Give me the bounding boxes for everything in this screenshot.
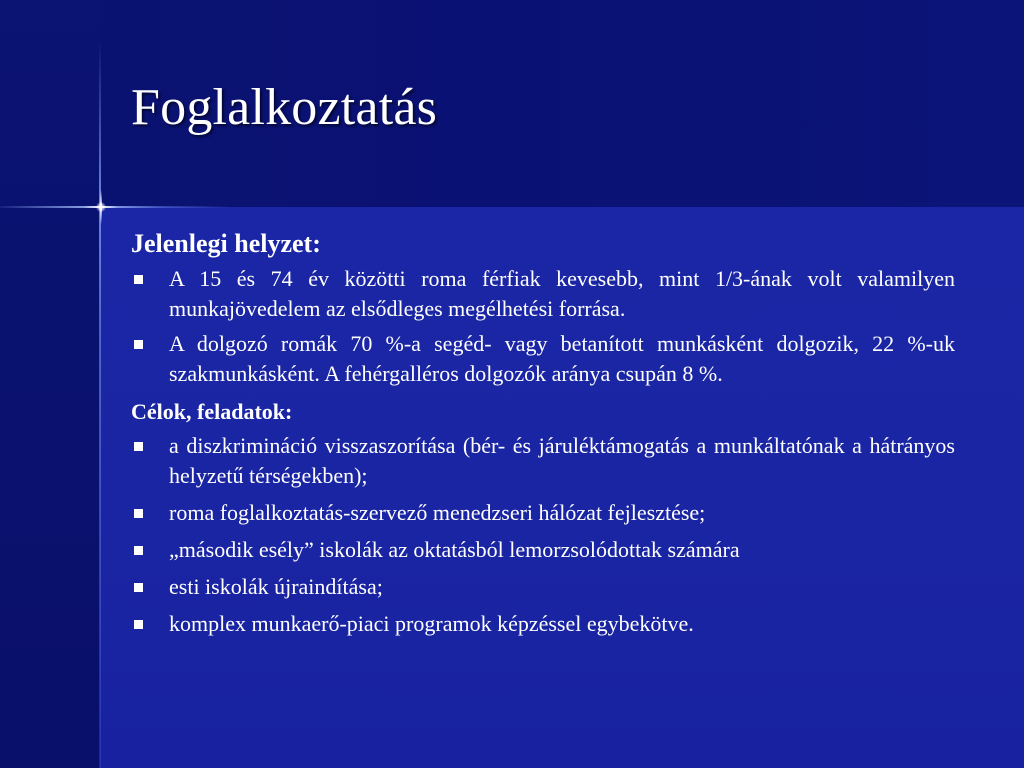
list-item-text: „második esély” iskolák az oktatásból lemorzsolódottak számára: [169, 537, 740, 562]
list-item: [131, 609, 955, 639]
section-heading-current-situation: Jelenlegi helyzet:: [131, 229, 321, 258]
list-item: [131, 329, 955, 389]
list-item-text: komplex munkaerő-piaci programok képzéssel egybekötve.: [169, 611, 694, 636]
section-heading-goals: Célok, feladatok:: [131, 399, 293, 424]
list-item: [131, 498, 955, 528]
bullet-list-goals: [131, 431, 955, 639]
list-item: [131, 431, 955, 491]
list-item: [131, 535, 955, 565]
list-item: [131, 264, 955, 324]
square-bullet-icon: [134, 583, 143, 592]
square-bullet-icon: [134, 442, 143, 451]
list-item: [131, 572, 955, 602]
slide-body: [131, 226, 955, 646]
bullet-list-current-situation: [131, 264, 955, 389]
square-bullet-icon: [134, 546, 143, 555]
list-item-text: roma foglalkoztatás-szervező menedzseri hálózat fejlesztése;: [169, 500, 706, 525]
list-item-text: esti iskolák újraindítása;: [169, 574, 383, 599]
left-band: [0, 0, 100, 768]
square-bullet-icon: [134, 509, 143, 518]
vertical-accent-line: [99, 40, 101, 768]
square-bullet-icon: [134, 275, 143, 284]
sparkle-icon: [84, 190, 118, 224]
list-item-text: A dolgozó romák 70 %-a segéd- vagy betanított munkásként dolgozik, 22 %-uk szakmunkásként. A fehérgalléros dolgozók aránya csupán 8 %.: [169, 331, 955, 386]
slide-title: Foglalkoztatás: [131, 79, 438, 136]
square-bullet-icon: [134, 340, 143, 349]
list-item-text: a diszkrimináció visszaszorítása (bér- és járuléktámogatás a munkáltatónak a hátrányos helyzetű térségekben);: [169, 433, 955, 488]
square-bullet-icon: [134, 620, 143, 629]
list-item-text: A 15 és 74 év közötti roma férfiak kevesebb, mint 1/3-ának volt valamilyen munkajövedelem az elsődleges megélhetési forrása.: [169, 266, 955, 321]
